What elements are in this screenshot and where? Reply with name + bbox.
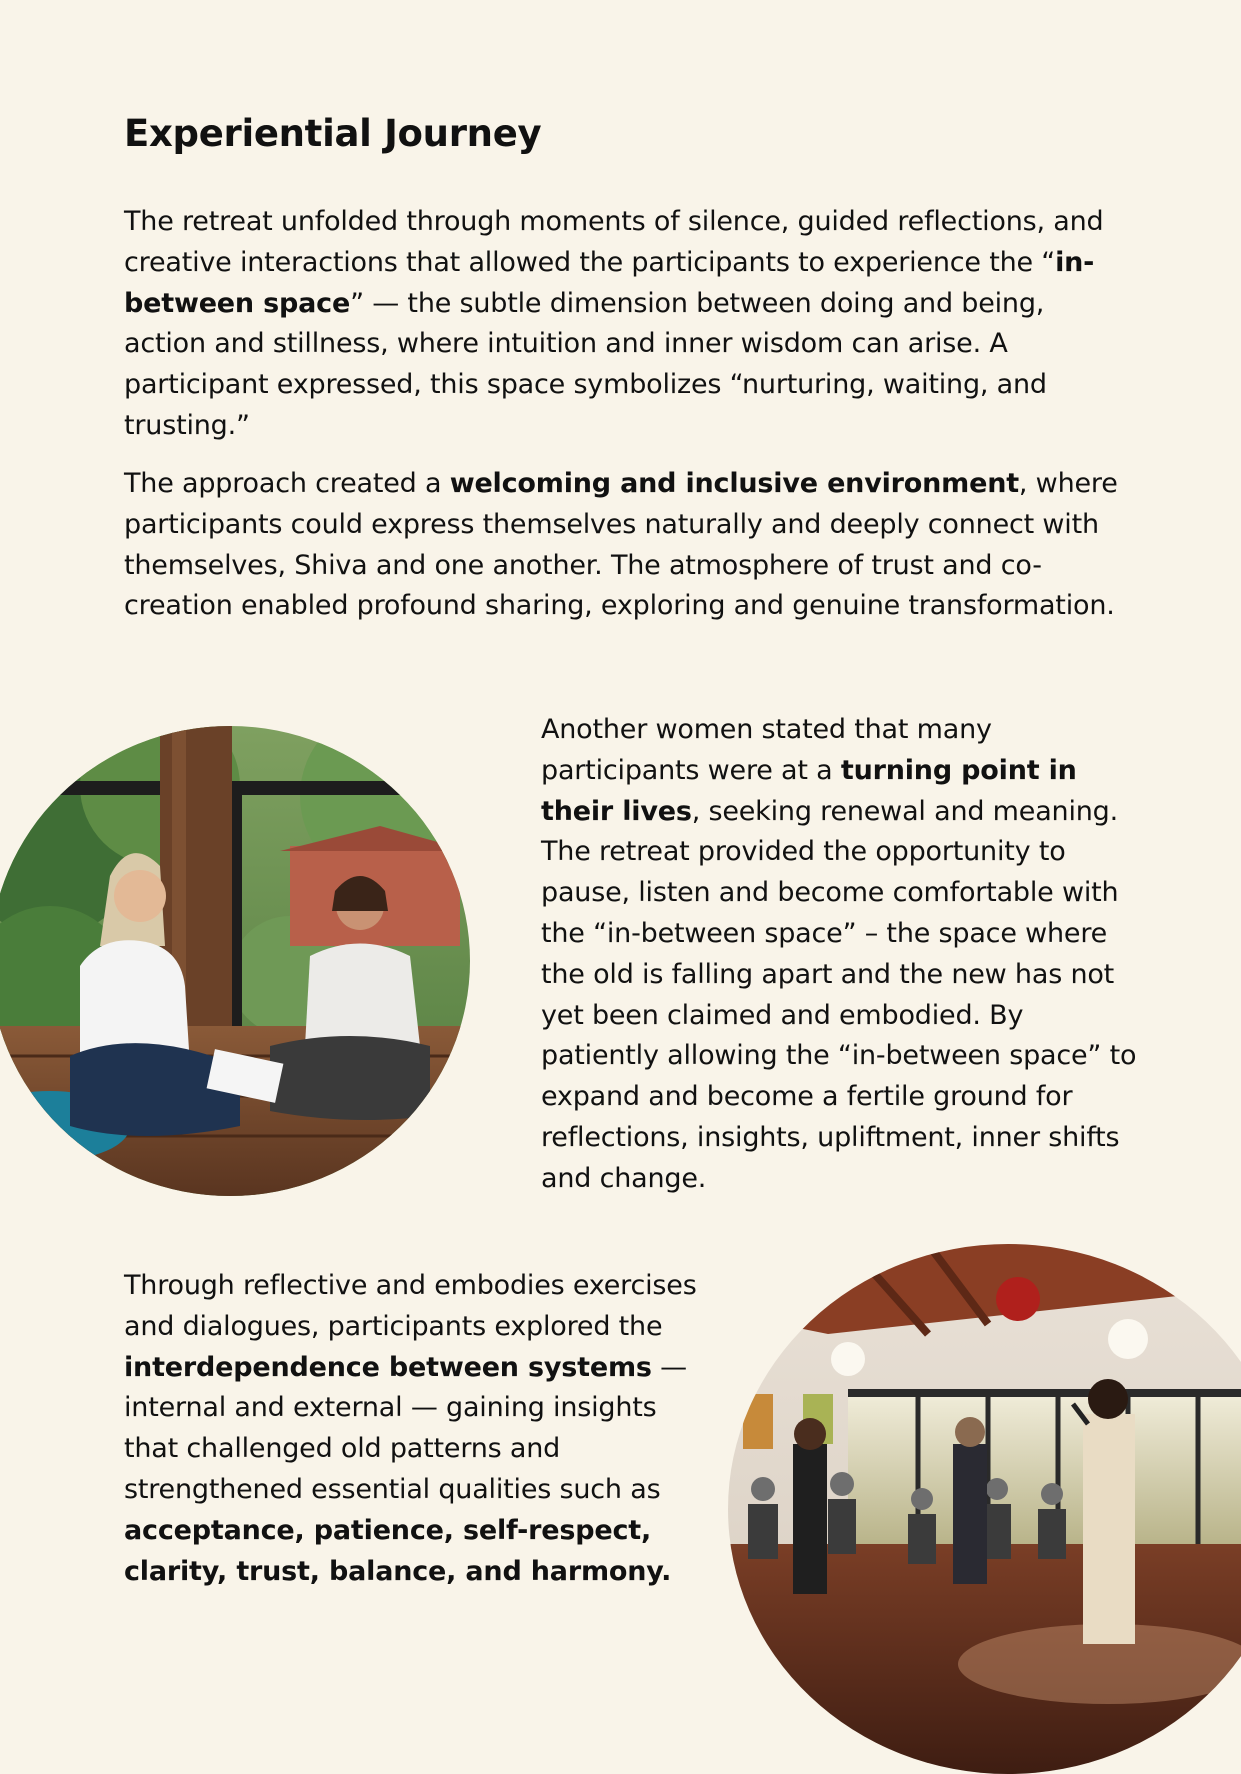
photo-group-session-hall xyxy=(728,1244,1241,1774)
paragraph-1-text-a: The retreat unfolded through moments of silence, guided reflections, and creative interactions that allowed the participants to experience the “ xyxy=(124,206,1104,278)
paragraph-1-bold: in-between space xyxy=(124,246,1095,319)
paragraph-4-bold-a: interdependence between systems xyxy=(124,1351,652,1383)
paragraph-4-text-b: — internal and external — gaining insights that challenged old patterns and strengthened essential qualities such as xyxy=(124,1351,687,1505)
paragraph-2-text-b: , where participants could express themselves naturally and deeply connect with themselves, Shiva and one another. The atmosphere of trust and co-creation enabled profound sharing, exploring and genuine transformation. xyxy=(124,468,1118,622)
paragraph-turning-point xyxy=(541,710,1141,1200)
page-title: Experiential Journey xyxy=(124,112,542,155)
paragraph-environment xyxy=(124,464,1134,627)
photo-two-women-seated xyxy=(0,726,470,1196)
paragraph-4-text-a: Through reflective and embodies exercises and dialogues, participants explored the xyxy=(124,1270,697,1342)
paragraph-2-bold: welcoming and inclusive environment xyxy=(449,468,1019,499)
paragraph-4-bold-b: acceptance, patience, self-respect, clarity, trust, balance, and harmony. xyxy=(124,1514,672,1587)
paragraph-3-bold: turning point in their lives xyxy=(541,754,1077,827)
paragraph-2-text-a: The approach created a xyxy=(124,468,450,499)
paragraph-interdependence xyxy=(124,1266,714,1592)
paragraph-3-text-b: , seeking renewal and meaning. The retreat provided the opportunity to pause, listen and become comfortable with the “in-between space” – the space where the old is falling apart and the new has not yet been claimed and embodied. By patiently allowing the “in-between space” to expand and become a fertile ground for reflections, insights, upliftment, inner shifts and change. xyxy=(541,795,1137,1194)
paragraph-3-text-a: Another women stated that many participants were at a xyxy=(541,714,992,786)
paragraph-in-between-space xyxy=(124,202,1134,447)
paragraph-1-text-b: ” — the subtle dimension between doing and being, action and stillness, where intuition and inner wisdom can arise. A participant expressed, this space symbolizes “nurturing, waiting, and trusting.” xyxy=(124,287,1047,441)
